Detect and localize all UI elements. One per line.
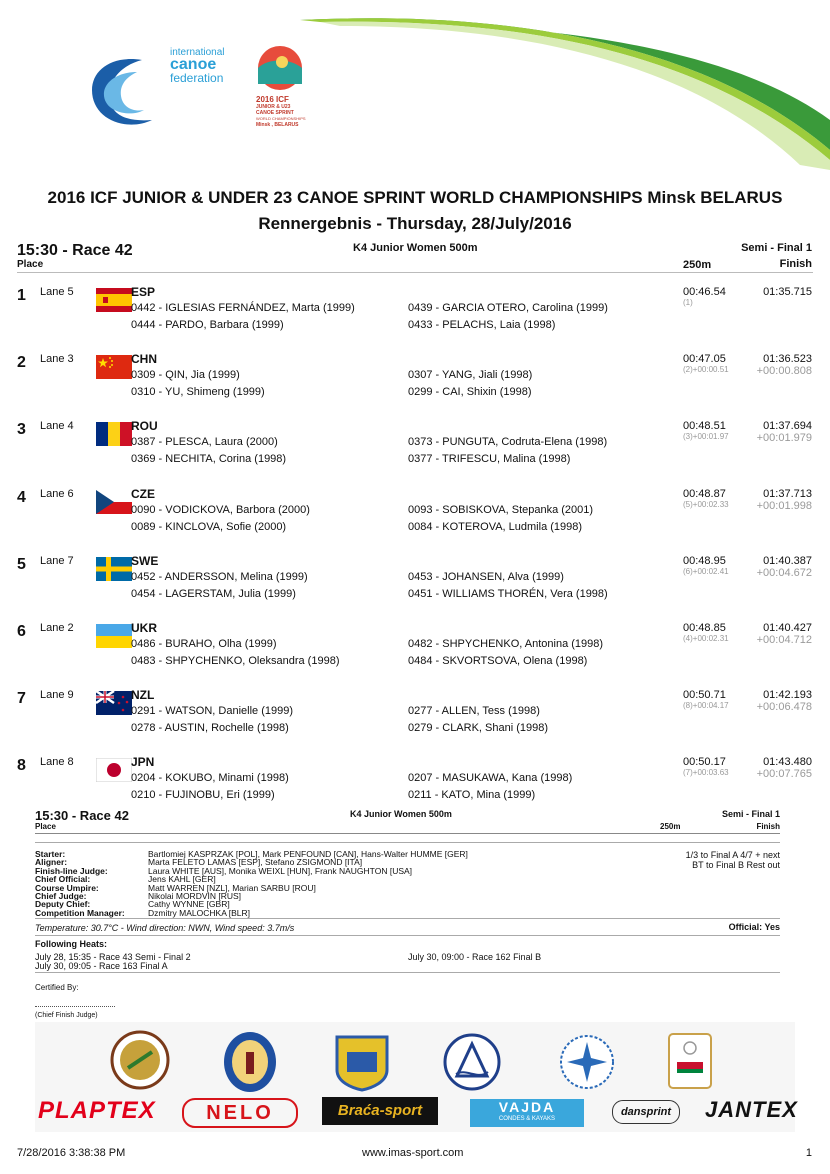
result-athlete-1: 0452 - ANDERSSON, Melina (1999) [131, 571, 308, 583]
result-athlete-1: 0090 - VODICKOVA, Barbora (2000) [131, 504, 310, 516]
official-role-label: Deputy Chief: [35, 899, 91, 910]
result-behind: +00:01.979 [756, 432, 812, 444]
official-status: Official: Yes [728, 922, 780, 932]
result-nation: ESP [131, 285, 156, 299]
result-place: 5 [17, 556, 26, 573]
race-time-title: 15:30 - Race 42 [17, 242, 133, 259]
progression-line1: 1/3 to Final A 4/7 + next [685, 850, 780, 860]
result-lane: Lane 5 [40, 286, 74, 298]
sponsor-jantex: JANTEX [705, 1097, 798, 1122]
header-divider [17, 272, 813, 273]
result-athlete-1: 0309 - QIN, Jia (1999) [131, 369, 240, 381]
result-athlete-3: 0310 - YU, Shimeng (1999) [131, 386, 265, 398]
jpn-flag-icon [96, 758, 132, 782]
result-athlete-2: 0277 - ALLEN, Tess (1998) [408, 705, 540, 717]
result-lane: Lane 3 [40, 353, 74, 365]
sponsor-vajda-name: VAJDA [498, 1099, 556, 1115]
result-split-rank: (5)+00:02.33 [683, 500, 729, 509]
following-heat-3: July 30, 09:00 - Race 162 Final B [408, 952, 542, 962]
event-logo-mark [250, 44, 310, 90]
result-finish-time: 01:35.715 [763, 286, 812, 298]
result-split-time: 00:48.51 [683, 420, 726, 432]
result-split-rank: (7)+00:03.63 [683, 768, 729, 777]
result-finish-time: 01:37.694 [763, 420, 812, 432]
icf-logo-mark [82, 50, 162, 130]
event-logo-line5: Minsk , BELARUS [256, 122, 299, 128]
official-role-label: Finish-line Judge: [35, 865, 108, 876]
event-logo-line1: 2016 ICF [256, 95, 289, 104]
chn-flag-icon [96, 355, 132, 379]
result-athlete-3: 0210 - FUJINOBU, Eri (1999) [131, 789, 275, 801]
result-athlete-2: 0093 - SOBISKOVA, Stepanka (2001) [408, 504, 594, 516]
progression-rules [686, 850, 780, 870]
result-behind: +00:07.765 [756, 768, 812, 780]
summary-divider [35, 833, 780, 834]
progression-line2: BT to Final B Rest out [692, 860, 780, 870]
result-finish-time: 01:40.427 [763, 622, 812, 634]
result-athlete-4: 0084 - KOTEROVA, Ludmila (1998) [408, 521, 583, 533]
heats-divider [35, 972, 780, 973]
sponsor-nelo: NELO [182, 1098, 298, 1128]
result-lane: Lane 6 [40, 488, 74, 500]
result-nation: UKR [131, 621, 157, 635]
result-nation: SWE [131, 554, 159, 568]
result-athlete-4: 0451 - WILLIAMS THORÉN, Vera (1998) [408, 588, 608, 600]
result-athlete-3: 0089 - KINCLOVA, Sofie (2000) [131, 521, 287, 533]
rou-flag-icon [96, 422, 132, 446]
result-nation: CZE [131, 487, 155, 501]
summary-phase: Semi - Final 1 [721, 809, 780, 819]
result-athlete-3: 0454 - LAGERSTAM, Julia (1999) [131, 588, 296, 600]
emblem-5-icon [557, 1032, 617, 1092]
sponsor-vajda [470, 1099, 584, 1127]
result-behind: +00:04.712 [756, 634, 812, 646]
summary-col-split: 250m [660, 822, 681, 831]
col-split: 250m [683, 259, 712, 271]
result-split-time: 00:48.95 [683, 555, 726, 567]
page-number: 1 [805, 1147, 812, 1159]
result-athlete-4: 0484 - SKVORTSOVA, Olena (1998) [408, 655, 588, 667]
result-athlete-2: 0482 - SHPYCHENKO, Antonina (1998) [408, 638, 604, 650]
result-athlete-4: 0433 - PELACHS, Laia (1998) [408, 319, 556, 331]
result-split-rank: (2)+00:00.51 [683, 365, 729, 374]
emblem-4-icon [442, 1032, 502, 1092]
weather-divider [35, 935, 780, 936]
page-subtitle: Rennergebnis - Thursday, 28/July/2016 [258, 214, 572, 233]
result-row [0, 688, 830, 738]
sponsor-dansprint: dansprint [612, 1100, 680, 1124]
result-row [0, 352, 830, 402]
icf-logo [82, 40, 232, 130]
result-lane: Lane 8 [40, 756, 74, 768]
result-athlete-1: 0387 - PLESCA, Laura (2000) [131, 436, 278, 448]
official-role-value: Marta FELETO LAMAS [ESP], Stefano ZSIGMOND [ITA] [148, 857, 363, 868]
result-nation: CHN [131, 352, 157, 366]
result-place: 7 [17, 690, 26, 707]
weather-info: Temperature: 30.7°C - Wind direction: NWN, Wind speed: 3.7m/s [35, 923, 295, 933]
result-row [0, 285, 830, 335]
swe-flag-icon [96, 557, 132, 581]
certified-by: Certified By: [35, 983, 79, 992]
official-role-label: Chief Judge: [35, 891, 87, 901]
result-nation: JPN [131, 755, 155, 769]
sponsor-vajda-sub: CONDES & KAYAKS [498, 1116, 556, 1122]
result-finish-time: 01:43.480 [763, 756, 812, 768]
official-role-label: Chief Official: [35, 874, 91, 885]
result-athlete-2: 0439 - GARCIA OTERO, Carolina (1999) [408, 302, 608, 314]
result-split-time: 00:47.05 [683, 353, 726, 365]
result-athlete-2: 0453 - JOHANSEN, Alva (1999) [408, 571, 564, 583]
ukr-flag-icon [96, 624, 132, 648]
summary-race-title: 15:30 - Race 42 [35, 808, 129, 823]
result-athlete-4: 0211 - KATO, Mina (1999) [408, 789, 536, 801]
summary-event-name: K4 Junior Women 500m [350, 809, 452, 819]
result-athlete-4: 0299 - CAI, Shixin (1998) [408, 386, 532, 398]
result-split-rank: (3)+00:01.97 [683, 432, 729, 441]
result-finish-time: 01:36.523 [763, 353, 812, 365]
official-role-label: Aligner: [35, 857, 68, 868]
result-split-time: 00:46.54 [683, 286, 726, 298]
official-role-value: Nikolai MORDVIN [RUS] [148, 891, 242, 901]
result-row [0, 419, 830, 469]
event-logo-line4: WORLD CHAMPIONSHIPS [256, 116, 306, 121]
result-finish-time: 01:42.193 [763, 689, 812, 701]
sponsor-braca-sport: Braća-sport [322, 1097, 438, 1125]
official-role-label: Competition Manager: [35, 907, 125, 918]
result-split-rank: (6)+00:02.41 [683, 567, 729, 576]
cze-flag-icon [96, 490, 132, 514]
official-role-label: Course Umpire: [35, 882, 99, 893]
result-split-time: 00:50.71 [683, 689, 726, 701]
result-athlete-4: 0377 - TRIFESCU, Malina (1998) [408, 453, 571, 465]
following-heat-1: July 28, 15:35 - Race 43 Semi - Final 2 [35, 952, 191, 962]
result-lane: Lane 9 [40, 689, 74, 701]
official-role-value: Matt WARREN [NZL], Marian SARBU [ROU] [148, 882, 316, 893]
result-athlete-4: 0279 - CLARK, Shani (1998) [408, 722, 549, 734]
result-athlete-3: 0278 - AUSTIN, Rochelle (1998) [131, 722, 289, 734]
event-logo [250, 44, 316, 134]
official-role-value: Bartlomiej KASPRZAK [POL], Mark PENFOUND [CAN], Hans-Walter HUMME [GER] [148, 849, 468, 859]
result-row [0, 554, 830, 604]
result-nation: ROU [131, 419, 158, 433]
icf-logo-line3: federation [170, 71, 224, 85]
summary-col-finish: Finish [756, 822, 780, 831]
result-behind: +00:04.672 [756, 567, 812, 579]
result-row [0, 755, 830, 805]
result-place: 6 [17, 623, 26, 640]
result-finish-time: 01:37.713 [763, 488, 812, 500]
result-athlete-2: 0207 - MASUKAWA, Kana (1998) [408, 772, 573, 784]
col-place: Place [17, 259, 44, 270]
result-lane: Lane 4 [40, 420, 74, 432]
following-heats-title: Following Heats: [35, 939, 107, 949]
result-athlete-2: 0373 - PUNGUTA, Codruta-Elena (1998) [408, 436, 608, 448]
result-athlete-3: 0369 - NECHITA, Corina (1998) [131, 453, 287, 465]
following-heat-2: July 30, 09:05 - Race 163 Final A [35, 961, 168, 971]
page-title: 2016 ICF JUNIOR & UNDER 23 CANOE SPRINT WORLD CHAMPIONSHIPS Minsk BELARUS [47, 188, 783, 207]
nzl-flag-icon [96, 691, 132, 715]
icf-logo-line1: international [170, 47, 225, 58]
result-split-time: 00:48.85 [683, 622, 726, 634]
result-athlete-2: 0307 - YANG, Jiali (1998) [408, 369, 533, 381]
result-lane: Lane 2 [40, 622, 74, 634]
result-finish-time: 01:40.387 [763, 555, 812, 567]
icf-logo-line2: canoe [170, 56, 217, 73]
result-athlete-1: 0486 - BURAHO, Olha (1999) [131, 638, 277, 650]
signature-line [35, 1006, 115, 1007]
result-row [0, 621, 830, 671]
race-phase: Semi - Final 1 [741, 242, 812, 254]
result-place: 1 [17, 287, 26, 304]
event-logo-line2: JUNIOR & U23 [256, 104, 291, 110]
chief-finish-judge: (Chief Finish Judge) [35, 1012, 98, 1019]
result-athlete-1: 0204 - KOKUBO, Minami (1998) [131, 772, 289, 784]
sponsor-plaptex: PLAPTEX [38, 1097, 156, 1124]
result-split-time: 00:48.87 [683, 488, 726, 500]
emblem-3-icon [332, 1032, 392, 1092]
result-athlete-1: 0442 - IGLESIAS FERNÁNDEZ, Marta (1999) [131, 302, 355, 314]
officials-divider [35, 918, 780, 919]
print-timestamp: 7/28/2016 3:38:38 PM [17, 1147, 126, 1159]
event-logo-line3: CANOE SPRINT [256, 110, 294, 116]
result-athlete-3: 0444 - PARDO, Barbara (1999) [131, 319, 284, 331]
emblem-2-icon [220, 1030, 280, 1094]
result-place: 4 [17, 489, 26, 506]
result-nation: NZL [131, 688, 155, 702]
race-event-name: K4 Junior Women 500m [353, 242, 478, 254]
emblem-1-icon [110, 1030, 170, 1090]
esp-flag-icon [96, 288, 132, 312]
official-role-value: Laura WHITE [AUS], Monika WEIXL [HUN], Frank NAUGHTON [USA] [148, 865, 413, 876]
result-athlete-1: 0291 - WATSON, Danielle (1999) [131, 705, 294, 717]
official-role-label: Starter: [35, 849, 66, 859]
summary-col-place: Place [35, 822, 56, 831]
col-finish: Finish [779, 258, 812, 270]
result-place: 3 [17, 421, 26, 438]
footer-url[interactable]: www.imas-sport.com [362, 1147, 464, 1159]
result-behind: +00:06.478 [756, 701, 812, 713]
result-row [0, 487, 830, 537]
emblem-6-icon [665, 1030, 715, 1092]
result-place: 2 [17, 354, 26, 371]
result-lane: Lane 7 [40, 555, 74, 567]
result-split-rank: (8)+00:04.17 [683, 701, 729, 710]
result-split-rank: (4)+00:02.31 [683, 634, 729, 643]
summary-divider-2 [35, 842, 780, 843]
official-role-value: Jens KAHL [GER] [148, 874, 216, 885]
result-athlete-3: 0483 - SHPYCHENKO, Oleksandra (1998) [131, 655, 340, 667]
official-role-value: Cathy WYNNE [GBR] [148, 899, 230, 910]
result-behind: +00:00.808 [756, 365, 812, 377]
official-role-value: Dzmitry MALOCHKA [BLR] [148, 907, 251, 918]
result-behind: +00:01.998 [756, 500, 812, 512]
result-place: 8 [17, 757, 26, 774]
result-split-rank: (1) [683, 298, 693, 307]
result-split-time: 00:50.17 [683, 756, 726, 768]
